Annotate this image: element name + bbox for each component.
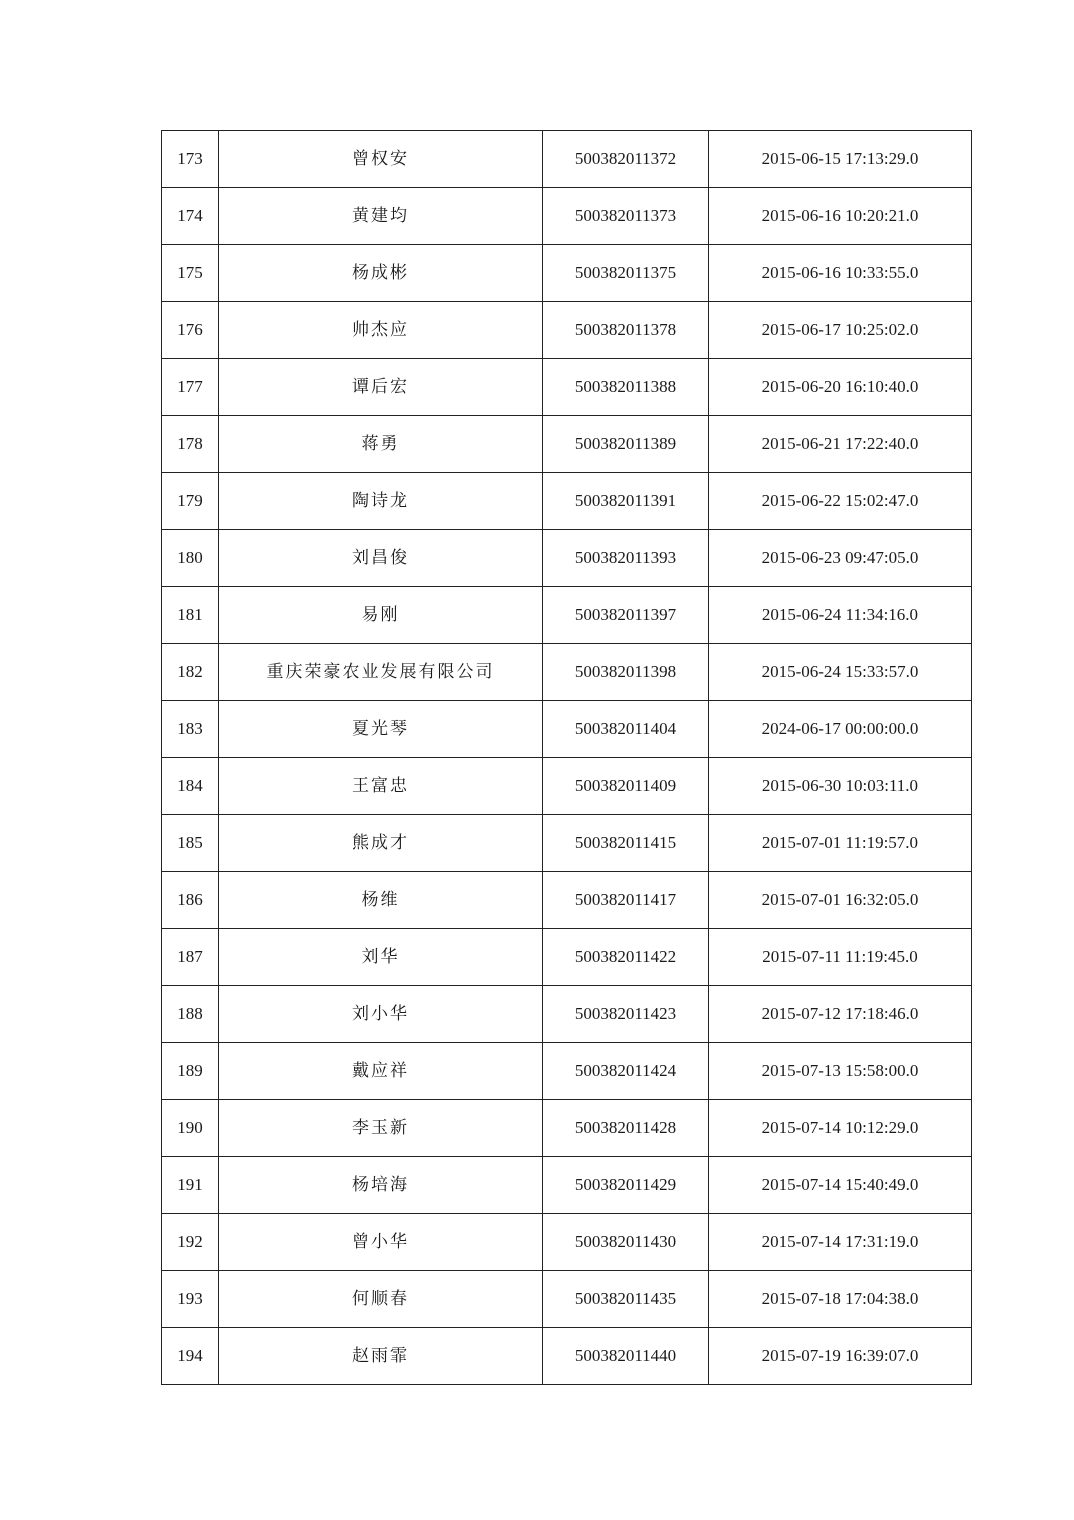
record-time: 2015-07-12 17:18:46.0 xyxy=(709,986,972,1043)
record-time: 2015-06-24 15:33:57.0 xyxy=(709,644,972,701)
row-number: 173 xyxy=(162,131,219,188)
row-number: 179 xyxy=(162,473,219,530)
table-row xyxy=(162,1100,972,1157)
record-time: 2015-06-21 17:22:40.0 xyxy=(709,416,972,473)
holder-name: 夏光琴 xyxy=(219,701,543,758)
holder-name: 王富忠 xyxy=(219,758,543,815)
row-number: 181 xyxy=(162,587,219,644)
holder-name: 杨维 xyxy=(219,872,543,929)
table-row xyxy=(162,1271,972,1328)
record-code: 500382011415 xyxy=(543,815,709,872)
record-code: 500382011422 xyxy=(543,929,709,986)
row-number: 175 xyxy=(162,245,219,302)
holder-name: 陶诗龙 xyxy=(219,473,543,530)
records-table xyxy=(161,130,972,1385)
record-code: 500382011391 xyxy=(543,473,709,530)
record-time: 2015-07-13 15:58:00.0 xyxy=(709,1043,972,1100)
table-row xyxy=(162,359,972,416)
holder-name: 易刚 xyxy=(219,587,543,644)
table-row xyxy=(162,1328,972,1385)
record-code: 500382011398 xyxy=(543,644,709,701)
record-code: 500382011393 xyxy=(543,530,709,587)
record-time: 2015-06-20 16:10:40.0 xyxy=(709,359,972,416)
record-code: 500382011435 xyxy=(543,1271,709,1328)
holder-name: 重庆荣豪农业发展有限公司 xyxy=(219,644,543,701)
record-code: 500382011375 xyxy=(543,245,709,302)
row-number: 190 xyxy=(162,1100,219,1157)
record-time: 2015-06-24 11:34:16.0 xyxy=(709,587,972,644)
record-code: 500382011428 xyxy=(543,1100,709,1157)
record-time: 2015-06-30 10:03:11.0 xyxy=(709,758,972,815)
holder-name: 曾小华 xyxy=(219,1214,543,1271)
table-row xyxy=(162,416,972,473)
record-time: 2015-06-15 17:13:29.0 xyxy=(709,131,972,188)
record-time: 2015-07-18 17:04:38.0 xyxy=(709,1271,972,1328)
row-number: 188 xyxy=(162,986,219,1043)
holder-name: 曾权安 xyxy=(219,131,543,188)
row-number: 180 xyxy=(162,530,219,587)
holder-name: 刘昌俊 xyxy=(219,530,543,587)
holder-name: 帅杰应 xyxy=(219,302,543,359)
row-number: 176 xyxy=(162,302,219,359)
table-row xyxy=(162,473,972,530)
record-time: 2015-06-23 09:47:05.0 xyxy=(709,530,972,587)
table-row xyxy=(162,986,972,1043)
row-number: 174 xyxy=(162,188,219,245)
table-row xyxy=(162,245,972,302)
holder-name: 何顺春 xyxy=(219,1271,543,1328)
row-number: 191 xyxy=(162,1157,219,1214)
record-code: 500382011373 xyxy=(543,188,709,245)
holder-name: 刘华 xyxy=(219,929,543,986)
table-row xyxy=(162,1043,972,1100)
table-row xyxy=(162,758,972,815)
record-time: 2015-07-01 11:19:57.0 xyxy=(709,815,972,872)
record-code: 500382011424 xyxy=(543,1043,709,1100)
holder-name: 李玉新 xyxy=(219,1100,543,1157)
table-row xyxy=(162,929,972,986)
holder-name: 熊成才 xyxy=(219,815,543,872)
holder-name: 戴应祥 xyxy=(219,1043,543,1100)
table-row xyxy=(162,815,972,872)
record-code: 500382011430 xyxy=(543,1214,709,1271)
record-time: 2015-07-01 16:32:05.0 xyxy=(709,872,972,929)
table-row xyxy=(162,1157,972,1214)
record-code: 500382011372 xyxy=(543,131,709,188)
record-code: 500382011417 xyxy=(543,872,709,929)
row-number: 185 xyxy=(162,815,219,872)
holder-name: 谭后宏 xyxy=(219,359,543,416)
record-code: 500382011440 xyxy=(543,1328,709,1385)
holder-name: 杨成彬 xyxy=(219,245,543,302)
row-number: 193 xyxy=(162,1271,219,1328)
record-code: 500382011389 xyxy=(543,416,709,473)
table-row xyxy=(162,644,972,701)
records-table-body xyxy=(162,131,972,1385)
record-code: 500382011409 xyxy=(543,758,709,815)
record-time: 2015-07-14 10:12:29.0 xyxy=(709,1100,972,1157)
record-time: 2024-06-17 00:00:00.0 xyxy=(709,701,972,758)
record-time: 2015-06-17 10:25:02.0 xyxy=(709,302,972,359)
record-time: 2015-07-14 17:31:19.0 xyxy=(709,1214,972,1271)
record-code: 500382011423 xyxy=(543,986,709,1043)
holder-name: 杨培海 xyxy=(219,1157,543,1214)
row-number: 183 xyxy=(162,701,219,758)
table-row xyxy=(162,530,972,587)
table-row xyxy=(162,1214,972,1271)
table-row xyxy=(162,587,972,644)
record-code: 500382011388 xyxy=(543,359,709,416)
row-number: 189 xyxy=(162,1043,219,1100)
record-time: 2015-07-14 15:40:49.0 xyxy=(709,1157,972,1214)
record-code: 500382011429 xyxy=(543,1157,709,1214)
holder-name: 黄建均 xyxy=(219,188,543,245)
row-number: 186 xyxy=(162,872,219,929)
row-number: 192 xyxy=(162,1214,219,1271)
record-code: 500382011404 xyxy=(543,701,709,758)
table-row xyxy=(162,188,972,245)
table-row xyxy=(162,131,972,188)
row-number: 194 xyxy=(162,1328,219,1385)
table-row xyxy=(162,701,972,758)
row-number: 187 xyxy=(162,929,219,986)
record-time: 2015-06-16 10:20:21.0 xyxy=(709,188,972,245)
holder-name: 刘小华 xyxy=(219,986,543,1043)
row-number: 184 xyxy=(162,758,219,815)
row-number: 182 xyxy=(162,644,219,701)
table-row xyxy=(162,302,972,359)
record-code: 500382011397 xyxy=(543,587,709,644)
holder-name: 蒋勇 xyxy=(219,416,543,473)
record-time: 2015-07-11 11:19:45.0 xyxy=(709,929,972,986)
record-time: 2015-06-22 15:02:47.0 xyxy=(709,473,972,530)
row-number: 178 xyxy=(162,416,219,473)
holder-name: 赵雨霏 xyxy=(219,1328,543,1385)
table-row xyxy=(162,872,972,929)
record-time: 2015-06-16 10:33:55.0 xyxy=(709,245,972,302)
record-code: 500382011378 xyxy=(543,302,709,359)
record-time: 2015-07-19 16:39:07.0 xyxy=(709,1328,972,1385)
row-number: 177 xyxy=(162,359,219,416)
